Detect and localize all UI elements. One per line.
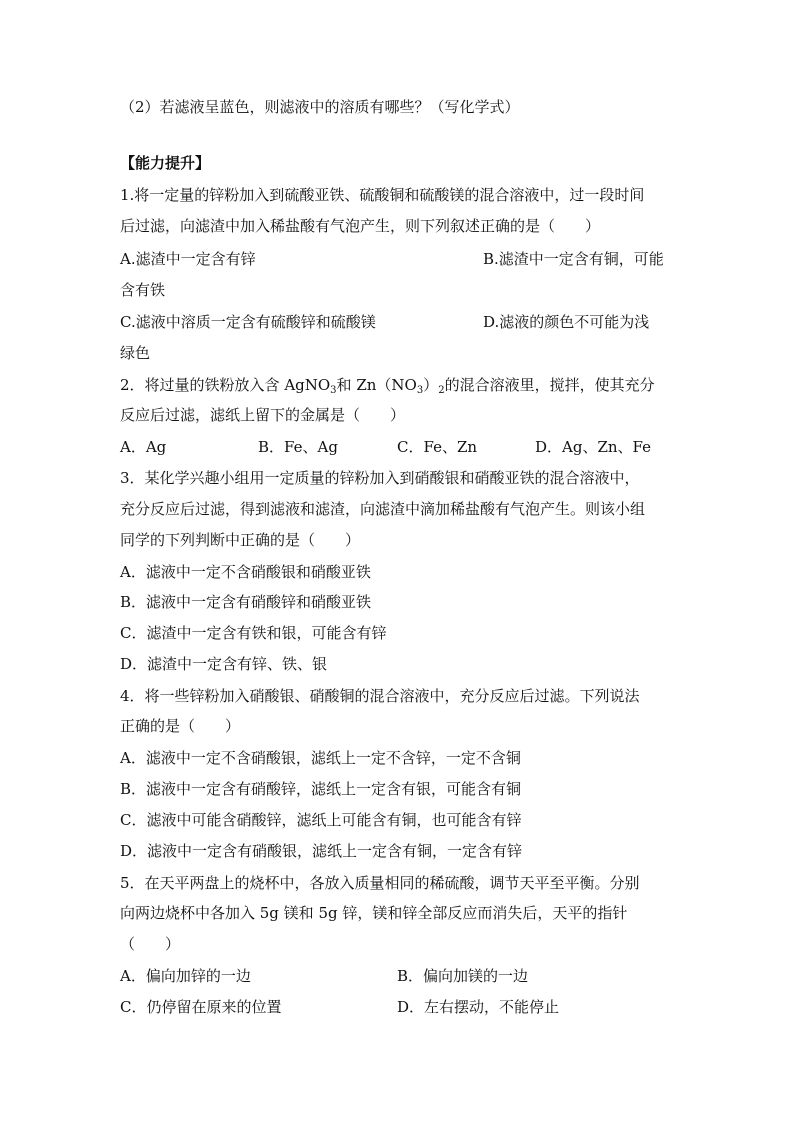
q3-stem-line-3: 同学的下列判断中正确的是（ ） xyxy=(120,531,361,549)
q3-option-a: A．滤液中一定不含硝酸银和硝酸亚铁 xyxy=(120,563,371,581)
q3-option-d: D．滤渣中一定含有锌、铁、银 xyxy=(120,655,328,673)
q2-stem-part-3: ） xyxy=(423,376,439,394)
q1-stem-line-2: 后过滤，向滤渣中加入稀盐酸有气泡产生，则下列叙述正确的是（ ） xyxy=(120,217,601,235)
q5-option-a: A．偏向加锌的一边 xyxy=(120,967,251,985)
q4-option-a: A．滤液中一定不含硝酸银，滤纸上一定不含锌，一定不含铜 xyxy=(120,749,521,767)
q1-option-d-line-1: D.滤液的颜色不可能为浅 xyxy=(483,313,650,331)
q2-stem-line-1 xyxy=(120,375,655,395)
q2-stem-sub-1: 3 xyxy=(330,385,337,396)
q1-stem-line-1: 1.将一定量的锌粉加入到硫酸亚铁、硫酸铜和硫酸镁的混合溶液中，过一段时间 xyxy=(120,186,645,204)
q1-option-b-line-1: B.滤渣中一定含有铜，可能 xyxy=(483,250,664,268)
q2-stem-sub-2: 3 xyxy=(416,385,424,396)
q4-option-b: B．滤液中一定含有硝酸锌，滤纸上一定含有银，可能含有铜 xyxy=(120,780,522,798)
q2-stem-part-4: 的混合溶液里，搅拌，使其充分 xyxy=(444,376,655,394)
q5-stem-line-1: 5．在天平两盘上的烧杯中，各放入质量相同的稀硫酸，调节天平至平衡。分别 xyxy=(120,874,640,892)
q2-stem-part-1: 2．将过量的铁粉放入含 AgNO xyxy=(120,376,331,394)
q2-option-d: D．Ag、Zn、Fe xyxy=(535,438,652,456)
q3-stem-line-1: 3．某化学兴趣小组用一定质量的锌粉加入到硝酸银和硝酸亚铁的混合溶液中， xyxy=(120,469,640,487)
q1-option-b-line-2: 含有铁 xyxy=(120,281,166,299)
q2-stem-part-2: 和 Zn（NO xyxy=(336,376,417,394)
q5-option-c: C．仍停留在原来的位置 xyxy=(120,998,282,1016)
q4-option-c: C．滤液中可能含硝酸锌，滤纸上可能含有铜，也可能含有锌 xyxy=(120,811,522,829)
q3-option-c: C．滤渣中一定含有铁和银，可能含有锌 xyxy=(120,624,387,642)
q2-option-b: B．Fe、Ag xyxy=(258,438,338,456)
q3-stem-line-2: 充分反应后过滤，得到滤液和滤渣，向滤渣中滴加稀盐酸有气泡产生。则该小组 xyxy=(120,500,646,518)
q2-stem-line-2: 反应后过滤，滤纸上留下的金属是（ ） xyxy=(120,406,406,424)
q1-option-d-line-2: 绿色 xyxy=(120,344,151,362)
q4-stem-line-2: 正确的是（ ） xyxy=(120,717,241,735)
q2-option-a: A．Ag xyxy=(120,438,167,456)
q5-stem-line-3: （ ） xyxy=(120,935,181,953)
q2-stem-sub-3: 2 xyxy=(438,385,445,396)
q3-option-b: B．滤液中一定含有硝酸锌和硝酸亚铁 xyxy=(120,593,372,611)
q2-option-c: C．Fe、Zn xyxy=(397,438,478,456)
q5-option-d: D．左右摆动，不能停止 xyxy=(397,998,560,1016)
q4-option-d: D．滤液中一定含有硝酸银，滤纸上一定含有铜，一定含有锌 xyxy=(120,842,523,860)
q4-stem-line-1: 4．将一些锌粉加入硝酸银、硝酸铜的混合溶液中，充分反应后过滤。下列说法 xyxy=(120,687,640,705)
q5-option-b: B．偏向加镁的一边 xyxy=(397,967,529,985)
q1-option-a: A.滤渣中一定含有锌 xyxy=(120,250,256,268)
section-title: 【能力提升】 xyxy=(120,154,211,172)
q1-option-c: C.滤液中溶质一定含有硫酸锌和硫酸镁 xyxy=(120,313,376,331)
q5-stem-line-2: 向两边烧杯中各加入 5g 镁和 5g 锌，镁和锌全部反应而消失后，天平的指针 xyxy=(120,904,628,922)
intro-question-2: （2）若滤液呈蓝色，则滤液中的溶质有哪些？（写化学式） xyxy=(120,98,520,116)
